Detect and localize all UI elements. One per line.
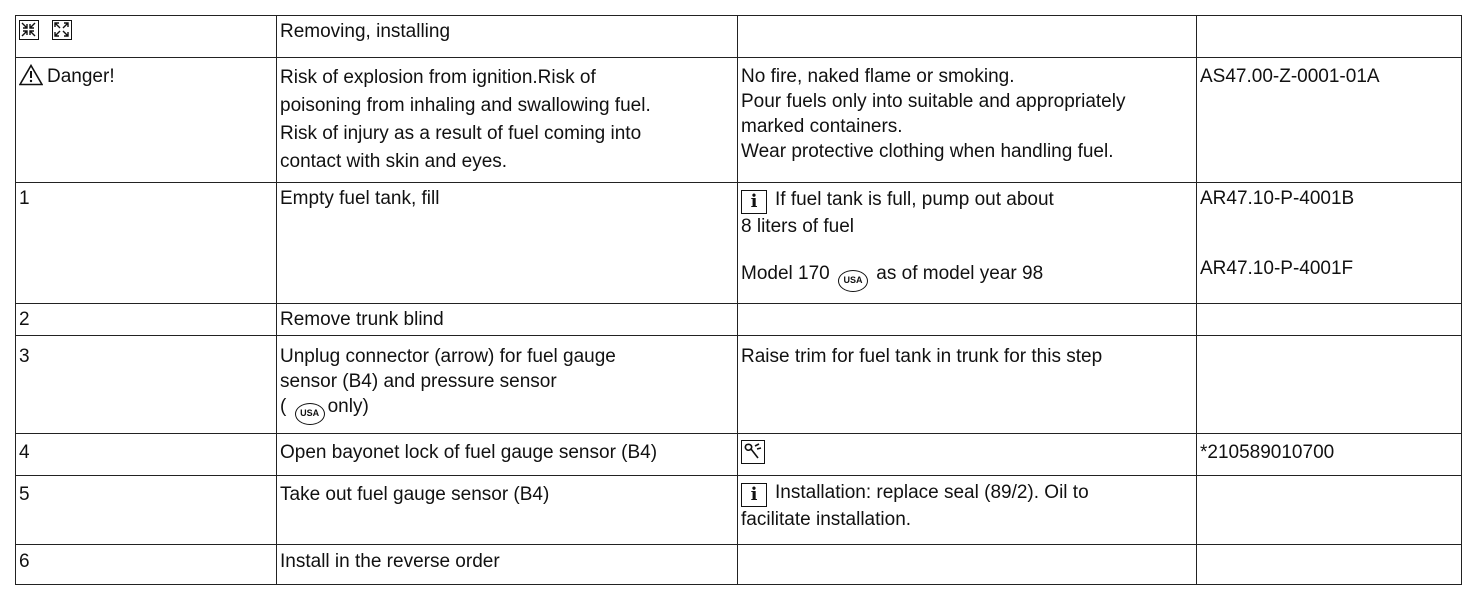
- notes-cell: [738, 304, 1197, 336]
- table-row: [16, 336, 1462, 434]
- step-cell: 4: [16, 434, 277, 476]
- description-cell: Remove trunk blind: [277, 304, 738, 336]
- reference-link[interactable]: AS47.00-Z-0001-01A: [1200, 66, 1380, 87]
- notes-cell: [738, 16, 1197, 58]
- step-cell: [16, 16, 277, 58]
- usa-version-icon: USA: [838, 270, 868, 292]
- info-icon: i: [741, 190, 767, 214]
- reference-link[interactable]: AR47.10-P-4001B: [1200, 188, 1355, 209]
- step-cell: 6: [16, 545, 277, 585]
- remove-symbol-icon: [19, 20, 39, 40]
- step-cell: 3: [16, 336, 277, 434]
- reference-cell: [1197, 58, 1462, 183]
- step-cell: 2: [16, 304, 277, 336]
- notes-cell: [738, 434, 1197, 476]
- install-symbol-icon: [52, 20, 72, 40]
- reference-link[interactable]: AR47.10-P-4001F: [1200, 258, 1354, 279]
- danger-cell: [16, 58, 277, 183]
- description-cell: Unplug connector (arrow) for fuel gauge sensor (B4) and pressure sensor ( USA only): [277, 336, 738, 434]
- reference-cell: [1197, 434, 1462, 476]
- special-tool-icon: [741, 440, 765, 464]
- danger-label: Danger!: [47, 66, 115, 87]
- description-cell: Risk of explosion from ignition.Risk of poisoning from inhaling and swallowing fuel. Risk of injury as a result of fuel coming into contact with skin and eyes.: [277, 58, 738, 183]
- reference-cell: [1197, 16, 1462, 58]
- description-cell: Take out fuel gauge sensor (B4): [277, 476, 738, 545]
- table-row: [16, 183, 1462, 304]
- reference-cell: [1197, 476, 1462, 545]
- description-cell: Open bayonet lock of fuel gauge sensor (B4): [277, 434, 738, 476]
- description-cell: Empty fuel tank, fill: [277, 183, 738, 304]
- reference-cell: [1197, 304, 1462, 336]
- tool-number[interactable]: *210589010700: [1200, 442, 1335, 463]
- notes-cell: i Installation: replace seal (89/2). Oil to facilitate installation.: [738, 476, 1197, 545]
- info-icon: i: [741, 483, 767, 507]
- step-cell: 5: [16, 476, 277, 545]
- reference-cell: [1197, 545, 1462, 585]
- procedure-table: [15, 15, 1462, 585]
- table-row: [16, 58, 1462, 183]
- table-row: [16, 16, 1462, 58]
- usa-version-icon: USA: [295, 403, 325, 425]
- step-cell: 1: [16, 183, 277, 304]
- reference-cell: [1197, 183, 1462, 304]
- table-row: [16, 545, 1462, 585]
- warning-triangle-icon: [19, 64, 43, 93]
- reference-cell: [1197, 336, 1462, 434]
- notes-cell: No fire, naked flame or smoking. Pour fuels only into suitable and appropriately marked containers. Wear protective clothing when handling fuel.: [738, 58, 1197, 183]
- notes-cell: i If fuel tank is full, pump out about 8 liters of fuel Model 170 USA as of model year 98: [738, 183, 1197, 304]
- notes-cell: [738, 545, 1197, 585]
- table-row: [16, 434, 1462, 476]
- notes-cell: Raise trim for fuel tank in trunk for this step: [738, 336, 1197, 434]
- table-row: [16, 304, 1462, 336]
- description-cell: Install in the reverse order: [277, 545, 738, 585]
- description-cell: Removing, installing: [277, 16, 738, 58]
- table-row: [16, 476, 1462, 545]
